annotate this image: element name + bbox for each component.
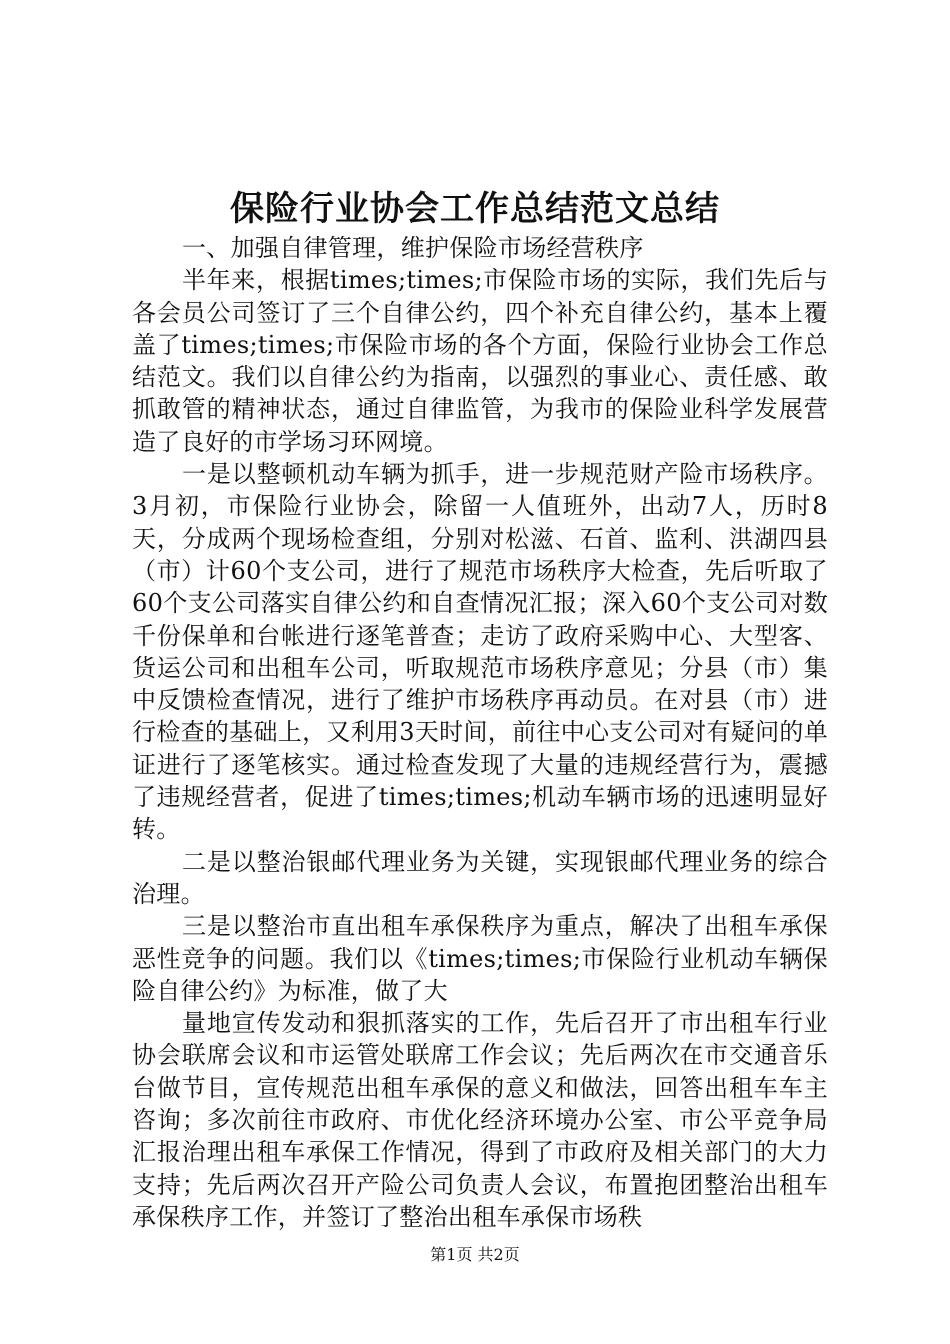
document-body: [132, 232, 828, 1233]
paragraph: 一是以整顿机动车辆为抓手，进一步规范财产险市场秩序。3月初，市保险行业协会，除留一人值班外，出动7人，历时8天，分成两个现场检查组，分别对松滋、石首、监利、洪湖四县（市）计60个支公司，进行了规范市场秩序大检查，先后听取了60个支公司落实自律公约和自查情况汇报；深入60个支公司对数千份保单和台帐进行逐笔普查；走访了政府采购中心、大型客、货运公司和出租车公司，听取规范市场秩序意见；分县（市）集中反馈检查情况，进行了维护市场秩序再动员。在对县（市）进行检查的基础上，又利用3天时间，前往中心支公司对有疑问的单证进行了逐笔核实。通过检查发现了大量的违规经营行为，震撼了违规经营者，促进了times;times;机动车辆市场的迅速明显好转。: [132, 460, 828, 844]
page-footer: 第1页 共2页: [430, 1245, 520, 1264]
paragraph: 二是以整治银邮代理业务为关键，实现银邮代理业务的综合治理。: [132, 847, 828, 908]
paragraph: 半年来，根据times;times;市保险市场的实际，我们先后与各会员公司签订了三个自律公约，四个补充自律公约，基本上覆盖了times;times;市保险市场的各个方面，保险行业协会工作总结范文。我们以自律公约为指南，以强烈的事业心、责任感、敢抓敢管的精神状态，通过自律监管，为我市的保险业科学发展营造了良好的市学场习环网境。: [132, 266, 828, 456]
document-title: 保险行业协会工作总结范文总结: [230, 189, 720, 229]
section-heading: 一、加强自律管理，维护保险市场经营秩序: [182, 234, 644, 262]
paragraph: 三是以整治市直出租车承保秩序为重点，解决了出租车承保恶性竞争的问题。我们以《times;times;市保险行业机动车辆保险自律公约》为标准，做了大: [132, 912, 828, 1005]
paragraph: 量地宣传发动和狠抓落实的工作，先后召开了市出租车行业协会联席会议和市运管处联席工作会议；先后两次在市交通音乐台做节目，宣传规范出租车承保的意义和做法，回答出租车车主咨询；多次前往市政府、市优化经济环境办公室、市公平竞争局汇报治理出租车承保工作情况，得到了市政府及相关部门的大力支持；先后两次召开产险公司负责人会议，布置抱团整治出租车承保秩序工作，并签订了整治出租车承保市场秩: [132, 1009, 828, 1231]
